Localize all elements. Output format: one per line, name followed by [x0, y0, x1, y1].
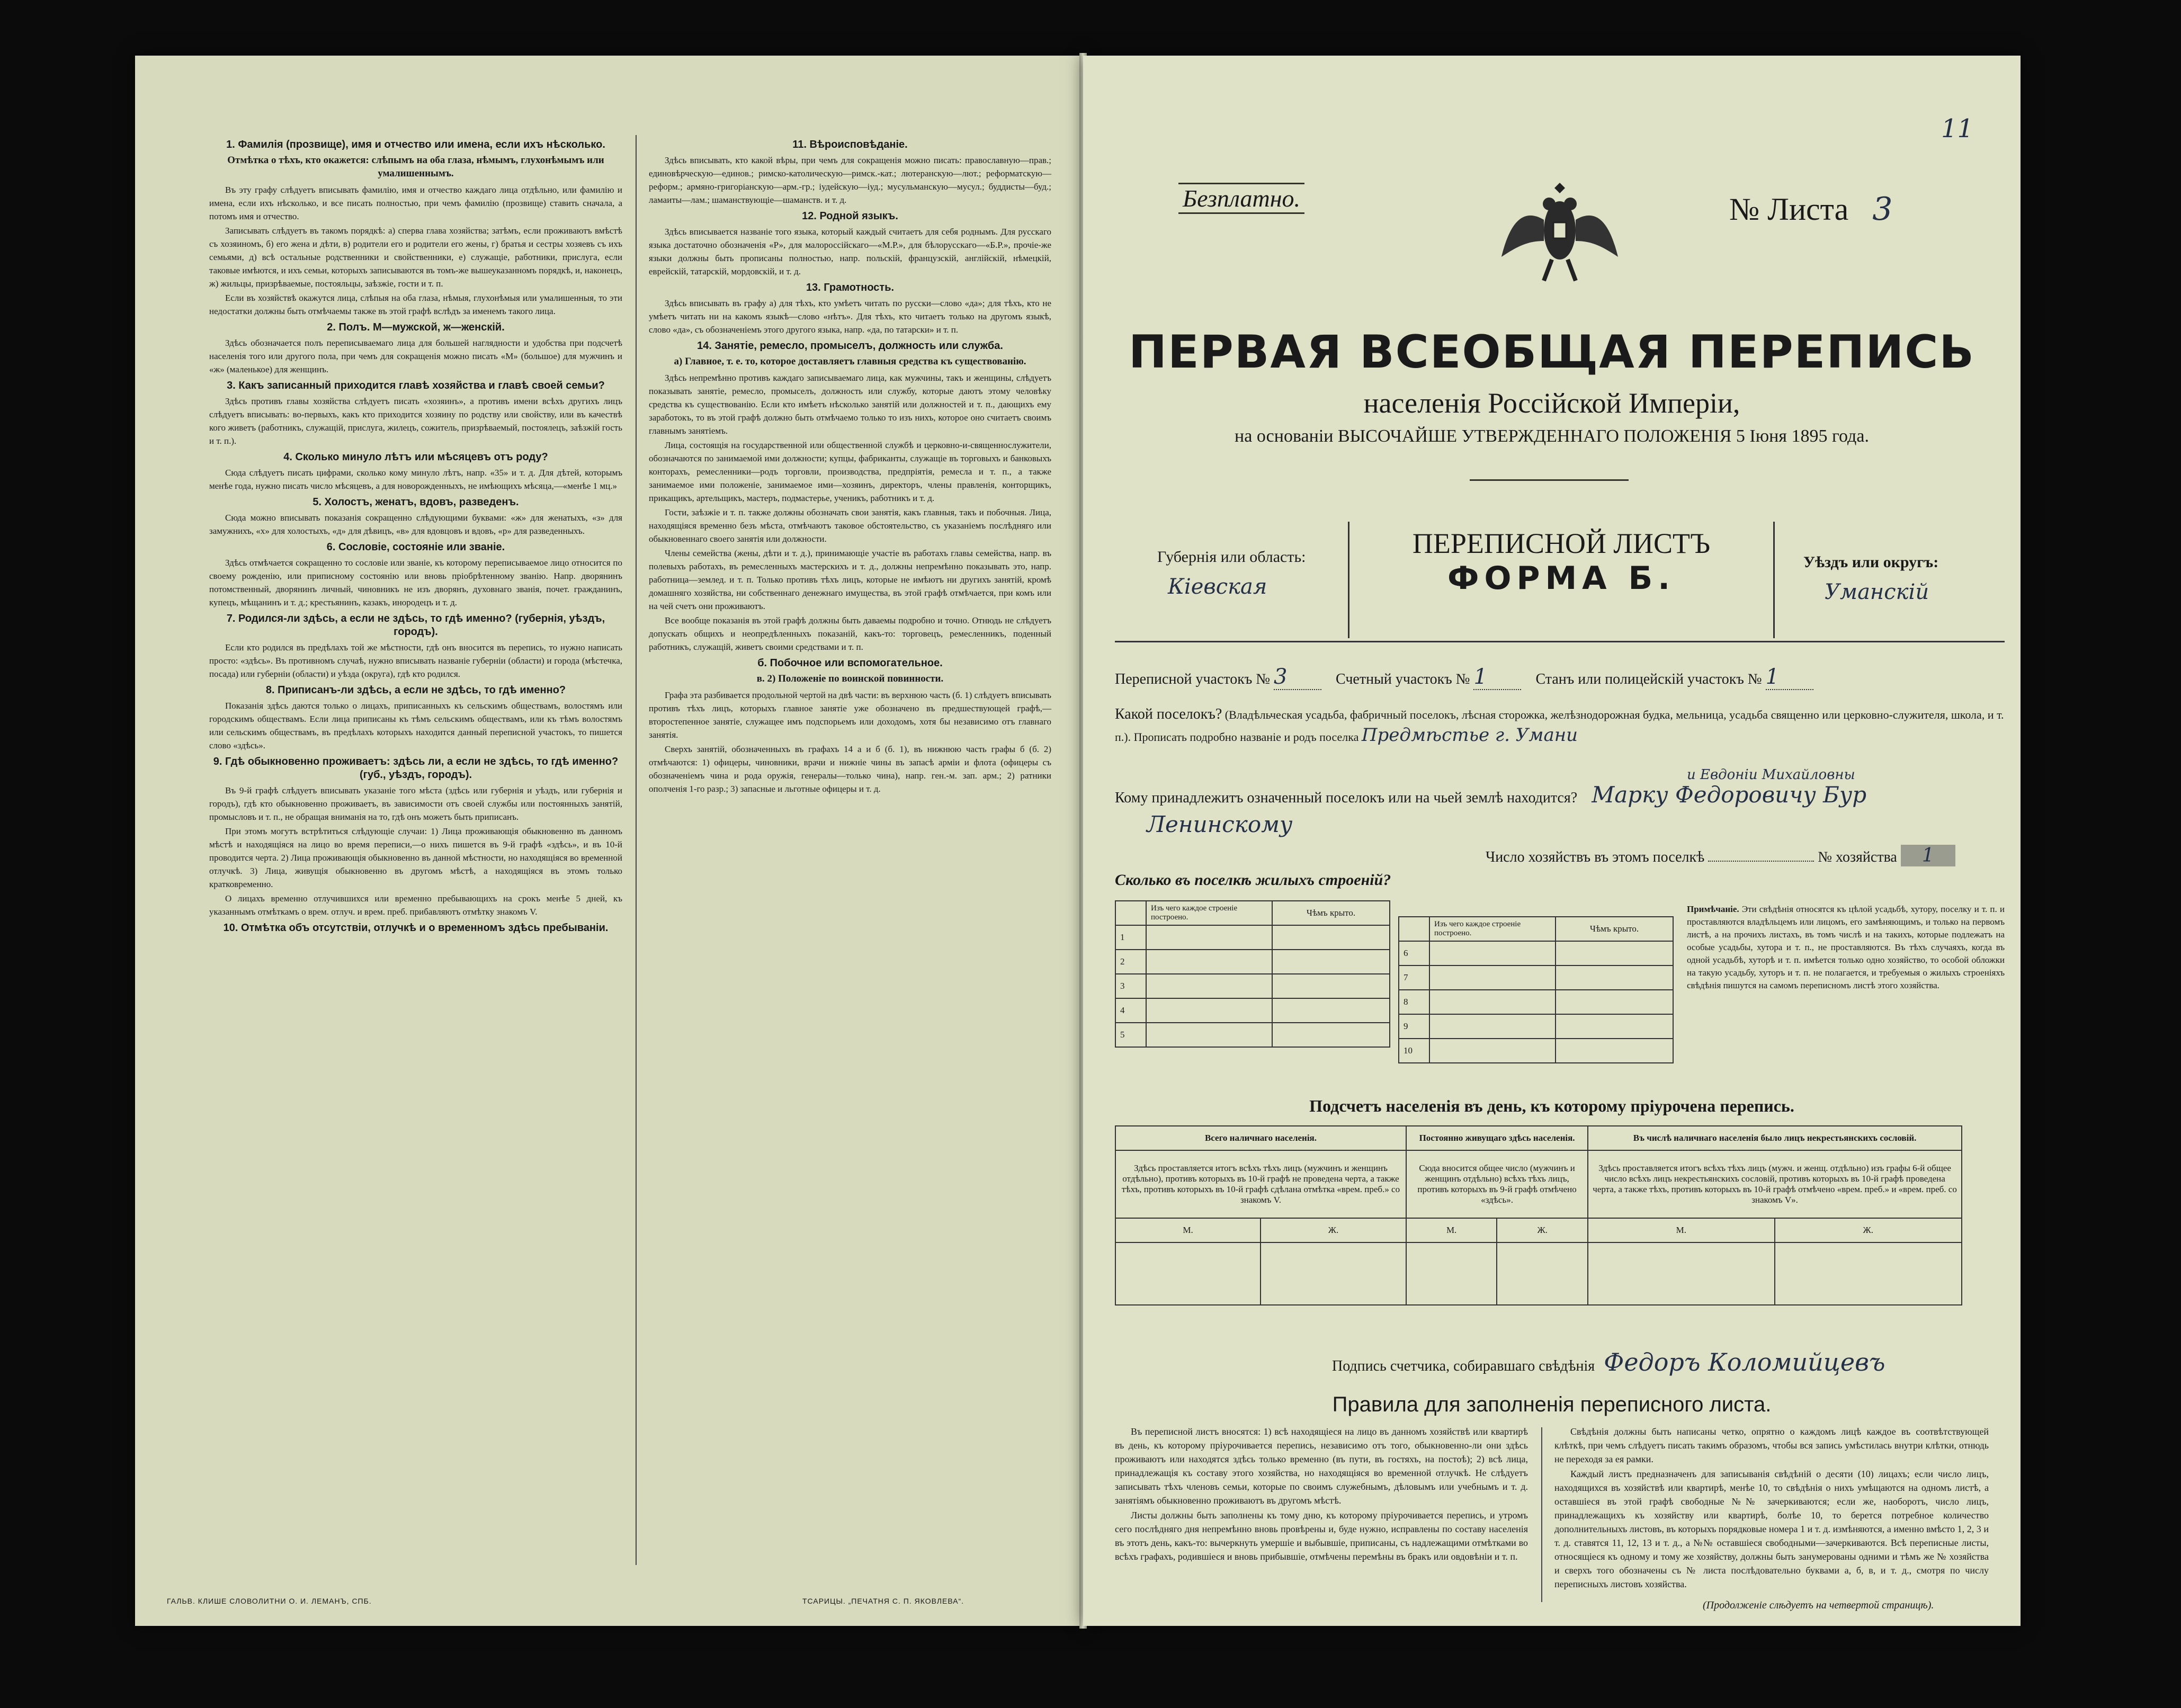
building-cell [1146, 925, 1272, 950]
signature-value: Федоръ Коломийцевъ [1604, 1348, 1885, 1376]
rule-paragraph: Свѣдѣнія должны быть написаны четко, опрятно о каждомъ лицѣ каждое въ соотвѣтствующей клѣткѣ, при чемъ слѣдуетъ писать такимъ образомъ, чтобы вся запись умѣстилась внутри клѣтки, отнюдь не переходя за ея рамки. [1554, 1426, 1989, 1464]
instruction-paragraph: Здѣсь вписывать, кто какой вѣры, при чемъ для сокращенія можно писать: православную—прав.; единовѣрческую—единов.; римско-католическую—римск.-кат.; лютеранскую—лют.; реформатскую—реформ.; армяно-григоріанскую—арм.-гр.; іудейскую—іуд.; мусульманскую—мусул.; буддисты—буд.; ламаиты—лам.; шаманствующіе—шаманств. и т. д. [649, 155, 1051, 205]
poselok-note: (Владѣльческая усадьба, фабричный поселокъ, лѣсная сторожка, желѣзнодорожная будка, мельница, усадьба священно или церковно-служителя, школа, и т. п.). Прописать подробно названіе и родъ поселка [1115, 708, 2004, 744]
tally-text-total: Здѣсь проставляется итогъ всѣхъ тѣхъ лицъ (мужчинъ и женщинъ отдѣльно), противъ которыхъ въ 10-й графѣ не проведена черта, а также тѣхъ, противъ которыхъ въ 10-й графѣ сдѣлана отмѣтка «врем. преб.» со знакомъ V. [1115, 1150, 1406, 1218]
building-cell [1556, 1039, 1673, 1063]
rules-title: Правила для заполненія переписного листа. [1332, 1393, 1772, 1416]
buildings-label: Сколько въ поселкѣ жилыхъ строеній? [1115, 871, 1391, 889]
owner-value: Марку Федоровичу Бур [1592, 782, 1867, 808]
sheet-number [1729, 191, 1892, 228]
instruction-paragraph: Сверхъ занятій, обозначенныхъ въ графахъ 14 а и б (б. 1), въ нижнюю часть графы б (б. 2) отмѣчаются: 1) офицеры, чиновники, врачи и нижніе чины въ запасѣ арміи и флота (офицеры съ обозначеніемъ чина и рода оружія, генералы—только чина), напр. ген.-м. зап. арм.; 2) ратники ополченія 1-го разр.; 3) запасные и льготные офицеры и т. д. [649, 744, 1051, 794]
form-subtitle: ФОРМА Б. [1447, 560, 1676, 597]
gubernia-value: Кіевская [1168, 575, 1267, 599]
tally-cell [1115, 1242, 1261, 1305]
census-basis: на основаніи ВЫСОЧАЙШЕ УТВЕРЖДЕННАГО ПОЛОЖЕНІЯ 5 Іюня 1895 года. [1235, 426, 1869, 446]
building-cell [1146, 950, 1272, 974]
left-column-1 [209, 135, 622, 937]
tally-head-nonpeasant: Въ числѣ наличнаго населенія было лицъ некрестьянскихъ сословій. [1588, 1126, 1962, 1150]
tally-title: Подсчетъ населенія въ день, къ которому пріурочена перепись. [1309, 1096, 1794, 1115]
signature-label: Подпись счетчика, собиравшаго свѣдѣнія [1332, 1358, 1595, 1374]
section-heading: 4. Сколько минуло лѣтъ или мѣсяцевъ отъ роду? [283, 451, 548, 463]
building-cell [1429, 990, 1556, 1014]
buildings-table-right [1398, 916, 1674, 1063]
instruction-paragraph: Записывать слѣдуетъ въ такомъ порядкѣ: а) сперва глава хозяйства; затѣмъ, если проживаютъ вмѣстѣ съ хозяиномъ, б) его жена и дѣти, в) родители его и родители его жены, г) братья и сестры хозяевъ съ ихъ семьями, д) всѣ остальные родственники и свойственники, е) служащіе, работники, прислуга, если таковые имѣются, и ихъ семьи, которыхъ записываются въ томъ-же вышеуказанномъ порядкѣ, и, наконецъ, ж) жильцы, призрѣваемые, постояльцы, заѣзжіе, гости и т. п. [209, 226, 622, 289]
imperial-eagle-emblem [1496, 172, 1623, 289]
instruction-paragraph: Показанія здѣсь даются только о лицахъ, приписанныхъ къ сельскимъ обществамъ, волостямъ или городскимъ обществамъ. Если лица приписаны къ тѣмъ сельскимъ обществамъ, или къ тѣмъ волостямъ или сельскимъ обществамъ, въ предѣлахъ которыхъ находится данный переписной участокъ, то пишется слово «здѣсь». [209, 701, 622, 750]
separator [1470, 479, 1629, 481]
poselok-row [1115, 704, 2005, 747]
page-number: 11 [1941, 114, 1974, 144]
section-heading-10: 10. Отмѣтка объ отсутствіи, отлучкѣ и о временномъ здѣсь пребываніи. [223, 922, 609, 934]
rule-paragraph: Листы должны быть заполнены къ тому дню, къ которому пріурочивается перепись, и утромъ сего послѣдняго дня непремѣнно вновь провѣрены и, буде нужно, исправлены по составу населенія въ этотъ день, какъ-то: вычеркнуть умершіе и выбывшіе, приписаны, съ надлежащими отмѣтками во всѣхъ графахъ, родившіеся и вновь прибывшіе, отмѣчены перемѣны въ бракъ или овдовѣніи и т. п. [1115, 1510, 1528, 1562]
bld-head-material-2: Изъ чего каждое строеніе построено. [1429, 917, 1556, 941]
tally-cell [1406, 1242, 1497, 1305]
section-subheading: а) Главное, т. е. то, которое доставляетъ главныя средства къ существованію. [674, 356, 1026, 367]
instruction-paragraph: Здѣсь непремѣнно противъ каждаго записываемаго лица, как мужчины, такъ и женщины, слѣдуетъ показывать занятіе, ремесло, промыселъ, должность или службу, которые даютъ этому человѣку средства къ существованію. Если кто имѣетъ нѣсколько занятій или должностей и т. п., дающихъ ему заработокъ, то въ этой графѣ должно быть отмѣчаемо только то изъ нихъ, которое оно считаетъ своимъ главнымъ занятіемъ. [649, 373, 1051, 436]
instruction-paragraph: О лицахъ временно отлучившихся или временно пребывающихъ на срокъ менѣе 5 дней, къ указаннымъ отмѣткамъ о врем. отлуч. и врем. преб. прибавляютъ отмѣтку знакомъ V. [209, 893, 622, 917]
uezd-value: Уманскій [1825, 580, 1929, 604]
tally-cell [1588, 1242, 1774, 1305]
bld-head-material: Изъ чего каждое строеніе построено. [1146, 901, 1272, 925]
rules-right-column [1554, 1425, 1989, 1592]
owner-value-cont: Ленинскому [1147, 811, 1293, 837]
footer-left: ГАЛЬВ. КЛИШЕ СЛОВОЛИТНИ О. И. ЛЕМАНЪ, СПБ. [167, 1597, 372, 1605]
instruction-paragraph: Въ эту графу слѣдуетъ вписывать фамилію, имя и отчество каждаго лица отдѣльно, или фамилію и имена, если ихъ нѣсколько, и все писать полностью, при чемъ фамилію (прозвище) ставить сначала, а потомъ имя и отчество. [209, 185, 622, 221]
instruction-paragraph: Члены семейства (жены, дѣти и т. д.), принимающіе участіе въ работахъ главы семейства, напр. въ полевыхъ работахъ, въ ремесленныхъ мастерскихъ и т. д., должны непремѣнно показывать это, напр. работница—землед. и т. п. Только противъ тѣхъ лицъ, которые не имѣютъ ни другихъ занятій, кромѣ домашняго хозяйства, ни собственнаго денежнаго имущества, въ этой графѣ отмѣчается, при комъ или на чей счетъ они проживаютъ. [649, 548, 1051, 611]
instruction-paragraph: Здѣсь противъ главы хозяйства слѣдуетъ писать «хозяинъ», а противъ имени всѣхъ другихъ лицъ слѣдуетъ вписывать: во-первыхъ, какъ кто приходится хозяину по родству или свойству, или въ качествѣ кого живетъ (работникъ, служащій, прислуга, жилецъ, сожитель, призрѣваемый, постоялецъ, заѣзжій гость и т. п.). [209, 396, 622, 446]
rules-divider [1541, 1427, 1542, 1602]
continued-note: (Продолженіе слѣдуетъ на четвертой страницѣ). [1703, 1599, 1934, 1611]
instruction-paragraph: Здѣсь отмѣчается сокращенно то сословіе или званіе, къ которому переписываемое лицо относится по своему рожденію, или приписному состоянію или вновь пріобрѣтенному званію. Напр. дворянинъ потомственный, дворянинъ личный, чиновникъ не изъ дворянъ, духовнаго званія, почет. гражданинъ, купецъ, мѣщанинъ и т. д.; крестьянинъ, казакъ, инородецъ и т. д. [209, 558, 622, 607]
tally-m-1: М. [1115, 1218, 1261, 1242]
header-frame [1115, 522, 2005, 681]
instruction-paragraph: Все вообще показанія въ этой графѣ должны быть даваемы подробно и точно. Отнюдь не слѣдуетъ допускать общихъ и неопредѣленныхъ показаній, какъ-то: торговецъ, ремесленникъ, поденный работникъ, служащій, живетъ своими средствами и т. п. [649, 615, 1051, 652]
sheet-number-label: № Листа [1729, 192, 1849, 227]
building-cell [1556, 990, 1673, 1014]
signature-row [1332, 1348, 1885, 1376]
instruction-paragraph: Здѣсь обозначается полъ переписываемаго лица для большей наглядности и удобства при подсчетѣ населенія того или другого пола, при чемъ для сокращенія можно писать «М» (большое) для мужчинъ и «ж» (маленькое) для женщинъ. [209, 338, 622, 374]
building-row-number: 4 [1115, 998, 1146, 1023]
free-label: Безплатно. [1178, 183, 1304, 214]
section-heading: 1. Фамилія (прозвище), имя и отчество или имена, если ихъ нѣсколько. [226, 139, 605, 150]
tally-zh-2: Ж. [1497, 1218, 1588, 1242]
bld-head-roof-2: Чѣмъ крыто. [1556, 917, 1673, 941]
footer-right: ТСАРИЦЫ. „ПЕЧАТНЯ С. П. ЯКОВЛЕВА“. [802, 1597, 964, 1605]
schet-uch-label: Счетный участокъ № [1336, 671, 1470, 687]
sections-row [1115, 665, 2005, 690]
perepis-uch-label: Переписной участокъ № [1115, 671, 1271, 687]
census-title: ПЕРВАЯ ВСЕОБЩАЯ ПЕРЕПИСЬ [1129, 326, 1975, 379]
census-subtitle: населенія Россійской Имперіи, [1363, 387, 1740, 419]
left-column-2 [649, 135, 1051, 797]
tally-head-total: Всего наличнаго населенія. [1115, 1126, 1406, 1150]
building-row-number: 8 [1399, 990, 1429, 1014]
section-subheading: в. 2) Положеніе по воинской повинности. [756, 673, 944, 684]
building-cell [1556, 965, 1673, 990]
owner-label: Кому принадлежитъ означенный поселокъ или на чьей землѣ находится? [1115, 790, 1578, 806]
households-row [1486, 845, 1955, 866]
section-subheading: Отмѣтка о тѣхъ, кто окажется: слѣпымъ на оба глаза, нѣмымъ, глухонѣмымъ или умалишеннымъ. [227, 155, 604, 179]
building-cell [1429, 1014, 1556, 1039]
building-cell [1272, 925, 1390, 950]
households-count-label: Число хозяйствъ въ этомъ поселкѣ [1486, 849, 1705, 865]
building-cell [1272, 1023, 1390, 1047]
building-cell [1556, 941, 1673, 965]
poselok-label: Какой поселокъ? [1115, 706, 1222, 722]
section-heading: 7. Родился-ли здѣсь, а если не здѣсь, то гдѣ именно? (губернія, уѣздъ, городъ). [226, 613, 605, 638]
form-title-box [1348, 522, 1775, 638]
tally-m-2: М. [1406, 1218, 1497, 1242]
household-number-value: 1 [1901, 845, 1955, 866]
section-heading: 5. Холостъ, женатъ, вдовъ, разведенъ. [312, 496, 519, 508]
instruction-paragraph: Если кто родился въ предѣлахъ той же мѣстности, гдѣ онъ вносится въ перепись, то нужно написать просто: «здѣсь». Въ противномъ случаѣ, нужно вписывать названіе губерніи (области) и города (мѣстечка, посада) или губерніи (области) и уѣзда (округа), гдѣ кто родился. [209, 642, 622, 679]
gubernia-label: Губернія или область: [1157, 548, 1306, 566]
tally-table [1115, 1125, 1962, 1305]
rules-left-column [1115, 1425, 1528, 1564]
left-page [135, 56, 1083, 1626]
column-divider [636, 135, 637, 1565]
household-number-label: № хозяйства [1818, 849, 1897, 865]
owner-row [1115, 768, 2005, 838]
building-row-number: 3 [1115, 974, 1146, 998]
bld-head-roof: Чѣмъ крыто. [1272, 901, 1390, 925]
section-heading: 12. Родной языкъ. [802, 210, 898, 222]
rule-paragraph: Каждый листъ предназначенъ для записыванія свѣдѣній о десяти (10) лицахъ; если число лицъ, находящихся въ хозяйствѣ или квартирѣ, менѣе 10, то свѣдѣнія о нихъ умѣщаются на одномъ листѣ, а оставшіеся въ этой графѣ свободные №№ зачеркиваются; если же, наоборотъ, число лицъ, принадлежащихъ къ хозяйству или квартирѣ, болѣе 10, то берется потребное количество дополнительныхъ листовъ, въ которыхъ порядковые номера 1 и т. д. измѣняются, а именно вмѣсто 1, 2, 3 и т. д. ставятся 11, 12, 13 и т. д., а №№ оставшіеся свободными—зачеркиваются. Всѣ переписные листы, относящіеся къ одному и тому же хозяйству, должны быть занумерованы одними и тѣмъ же № хозяйства и сверхъ того обозначены съ № листа послѣдовательно буквами а, б, в, и т. д., смотря по числу переписныхъ листовъ хозяйства. [1554, 1469, 1989, 1589]
tally-zh-3: Ж. [1775, 1218, 1962, 1242]
perepis-uch-value: 3 [1274, 665, 1321, 690]
instruction-paragraph: Сюда слѣдуетъ писать цифрами, сколько кому минуло лѣтъ, напр. «35» и т. д. Для дѣтей, которымъ менѣе года, нужно писать число мѣсяцевъ, а для новорожденныхъ, не имѣющихъ мѣсяца,—«менѣе 1 мц.» [209, 468, 622, 491]
tally-zh-1: Ж. [1261, 1218, 1406, 1242]
building-cell [1429, 941, 1556, 965]
section-heading: 8. Приписанъ-ли здѣсь, а если не здѣсь, то гдѣ именно? [265, 684, 566, 696]
note-text: Эти свѣдѣнія относятся къ цѣлой усадьбѣ, хутору, поселку и т. п. и проставляются владѣльцемъ или лицомъ, его замѣняющимъ, и только на первомъ листѣ, а на прочихъ листахъ, въ томъ числѣ и на такихъ, которые подлежатъ на особые усадьбы, хутора и т. п., не проставляются. Въ тѣхъ случаяхъ, когда въ одной усадьбѣ, хуторѣ и т. п. имѣется только одно хозяйство, то особой обложки на такую усадьбу, хуторъ и т. п. не полагается, и требуемыя о жилыхъ строеніяхъ свѣдѣнія пишутся на самомъ переписномъ листѣ этого хозяйства. [1687, 904, 2005, 990]
building-cell [1146, 1023, 1272, 1047]
stan-label: Станъ или полицейскій участокъ № [1535, 671, 1762, 687]
poselok-value: Предмѣстье г. Умани [1361, 725, 1578, 746]
right-page [1083, 56, 2021, 1626]
section-heading: б. Побочное или вспомогательное. [757, 657, 943, 669]
tally-cell [1261, 1242, 1406, 1305]
instruction-paragraph: Сюда можно вписывать показанія сокращенно слѣдующими буквами: «ж» для женатыхъ, «з» для замужнихъ, «х» для холостыхъ, «д» для дѣвицъ, «в» для вдовцовъ и вдовъ, «р» для разведенныхъ. [209, 513, 622, 536]
households-count-blank [1708, 861, 1814, 862]
schet-uch-value: 1 [1473, 665, 1521, 690]
instruction-paragraph: Графа эта разбивается продольной чертой на двѣ части: въ верхнюю часть (б. 1) слѣдуетъ вписывать противъ тѣхъ лицъ, которыхъ главное занятіе уже обозначено въ предшествующей графѣ,—второстепенное занятіе, служащее имъ подспорьемъ или доходомъ, хотя бы независимо отъ главнаго занятія. [649, 690, 1051, 740]
building-cell [1146, 974, 1272, 998]
building-cell [1556, 1014, 1673, 1039]
section-heading: 2. Полъ. М—мужской, ж—женскій. [327, 321, 505, 333]
building-row-number: 10 [1399, 1039, 1429, 1063]
building-row-number: 5 [1115, 1023, 1146, 1047]
form-title: ПЕРЕПИСНОЙ ЛИСТЪ [1412, 527, 1711, 559]
building-cell [1146, 998, 1272, 1023]
tally-cell [1497, 1242, 1588, 1305]
building-row-number: 2 [1115, 950, 1146, 974]
instruction-paragraph: Гости, заѣзжіе и т. п. также должны обозначать свои занятія, какъ главныя, такъ и побочныя. Лица, находящіяся временно безъ мѣста, отмѣчаютъ таковое обстоятельство, съ указаніемъ послѣдняго или обыкновеннаго своего занятія или должности. [649, 507, 1051, 544]
tally-cell [1775, 1242, 1962, 1305]
instruction-paragraph: Здѣсь вписывать въ графу а) для тѣхъ, кто умѣетъ читать по русски—слово «да»; для тѣхъ, кто не умѣетъ читать ни на какомъ языкѣ—слово «нѣтъ». Для тѣхъ, кто читаетъ только на другомъ языкѣ, слово «да», съ обозначеніемъ этого другого языка, напр. «да, по татарски» и т. п. [649, 298, 1051, 335]
instruction-paragraph: При этомъ могутъ встрѣтиться слѣдующіе случаи: 1) Лица проживающія обыкновенно въ данномъ мѣстѣ и находящіяся на лицо во время переписи,—о нихъ пишется въ 9-й графѣ «здѣсь», и въ 10-й проводится черта. 2) Лица проживающія обыкновенно въ данной мѣстности, но находящіяся во временной отлучкѣ. 3) Лица, живущія обыкновенно въ другомъ мѣстѣ, а находящіяся въ этомъ только кратковременно. [209, 826, 622, 889]
instruction-paragraph: Здѣсь вписывается названіе того языка, который каждый считаетъ для себя роднымъ. Для русскаго языка достаточно обозначенія «Р», для малороссійскаго—«М.Р.», для бѣлорусскаго—«Б.Р.», прочіе-же языки должны быть прописаны полностью, напр. польскій, французскій, англійскій, нѣмецкій, еврейскій, татарскій, мордовскій, и т. д. [649, 227, 1051, 276]
tally-text-permanent: Сюда вносится общее число (мужчинъ и женщинъ отдѣльно) всѣхъ тѣхъ лицъ, противъ которыхъ въ 9-й графѣ отмѣчено «здѣсь». [1406, 1150, 1588, 1218]
owner-value-top: и Евдоніи Михайловны [1687, 767, 1855, 783]
building-row-number: 6 [1399, 941, 1429, 965]
buildings-table-left [1115, 900, 1390, 1048]
note [1687, 903, 2005, 992]
rule-paragraph: Въ переписной листъ вносятся: 1) всѣ находящіеся на лицо въ данномъ хозяйствѣ или квартирѣ въ день, къ которому пріурочивается перепись, независимо отъ того, обыкновенно-ли они здѣсь проживаютъ или находятся здѣсь только временно (въ пути, въ гостяхъ, на постоѣ); 2) всѣ лица, принадлежащія къ составу этого хозяйства, но находящіяся во временной отлучкѣ. Не слѣдуетъ записывать тѣхъ членовъ семьи, которые по своимъ служебнымъ, дѣловымъ или учебнымъ и т. д. занятіямъ обыкновенно проживаютъ въ другомъ мѣстѣ. [1115, 1426, 1528, 1506]
tally-head-permanent: Постоянно живущаго здѣсь населенія. [1406, 1126, 1588, 1150]
building-row-number: 7 [1399, 965, 1429, 990]
tally-text-nonpeasant: Здѣсь проставляется итогъ всѣхъ тѣхъ лицъ (мужч. и женщ. отдѣльно) изъ графы 6-й общее число всѣхъ лицъ некрестьянскихъ сословій, противъ которыхъ въ 10-й графѣ проведена черта, а также тѣхъ, противъ которыхъ въ 10-й графѣ отмѣчено «врем. преб.» и «врем. преб. со знакомъ V». [1588, 1150, 1962, 1218]
section-heading: 11. Вѣроисповѣданіе. [792, 139, 908, 150]
section-heading: 3. Какъ записанный приходится главѣ хозяйства и главѣ своей семьи? [227, 380, 605, 391]
instruction-paragraph: Въ 9-й графѣ слѣдуетъ вписывать указаніе того мѣста (здѣсь или губернія и уѣздъ, или губернія и городъ), гдѣ кто обыкновенно проживаетъ, въ зависимости отъ своей службы или постоянныхъ занятій, промысловъ и т. п., не обращая вниманія на то, гдѣ онъ можетъ быть приписанъ. [209, 785, 622, 822]
section-heading: 14. Занятіе, ремесло, промыселъ, должность или служба. [697, 340, 1003, 352]
section-heading: 13. Грамотность. [806, 282, 895, 293]
building-cell [1429, 965, 1556, 990]
header-bottom-rule [1115, 641, 2005, 642]
building-row-number: 9 [1399, 1014, 1429, 1039]
section-heading: 9. Гдѣ обыкновенно проживаетъ: здѣсь ли, а если не здѣсь, то гдѣ именно? (губ., уѣздъ, городъ). [213, 756, 619, 781]
building-cell [1272, 950, 1390, 974]
note-title: Примѣчаніе. [1687, 904, 1739, 914]
building-cell [1272, 998, 1390, 1023]
building-cell [1429, 1039, 1556, 1063]
building-row-number: 1 [1115, 925, 1146, 950]
sheet-number-value: 3 [1872, 191, 1893, 228]
tally-m-3: М. [1588, 1218, 1774, 1242]
stan-value: 1 [1766, 665, 1813, 690]
instruction-paragraph: Лица, состоящія на государственной или общественной службѣ и церковно-и-священнослужители, обозначаются по занимаемой ими должности; купцы, фабриканты, служащіе въ торговыхъ и банковыхъ конторахъ, ремесленники—родъ торговли, производства, предпріятія, ремесла и т. п., а также занимаемое ими положеніе, занимаемое ими—хозяинъ, директоръ, члены правленія, конторщикъ, прикащикъ, артельщикъ, мастеръ, подмастерье, ученикъ, работникъ и т. д. [649, 440, 1051, 503]
instruction-paragraph: Если въ хозяйствѣ окажутся лица, слѣпыя на оба глаза, нѣмыя, глухонѣмыя или умалишенныя, то эти недостатки должны быть отмѣчаемы также въ этой графѣ вслѣдъ за именемъ такого лица. [209, 293, 622, 316]
building-cell [1272, 974, 1390, 998]
uezd-label: Уѣздъ или округъ: [1803, 553, 1939, 571]
section-heading: 6. Сословіе, состояніе или званіе. [326, 541, 505, 553]
